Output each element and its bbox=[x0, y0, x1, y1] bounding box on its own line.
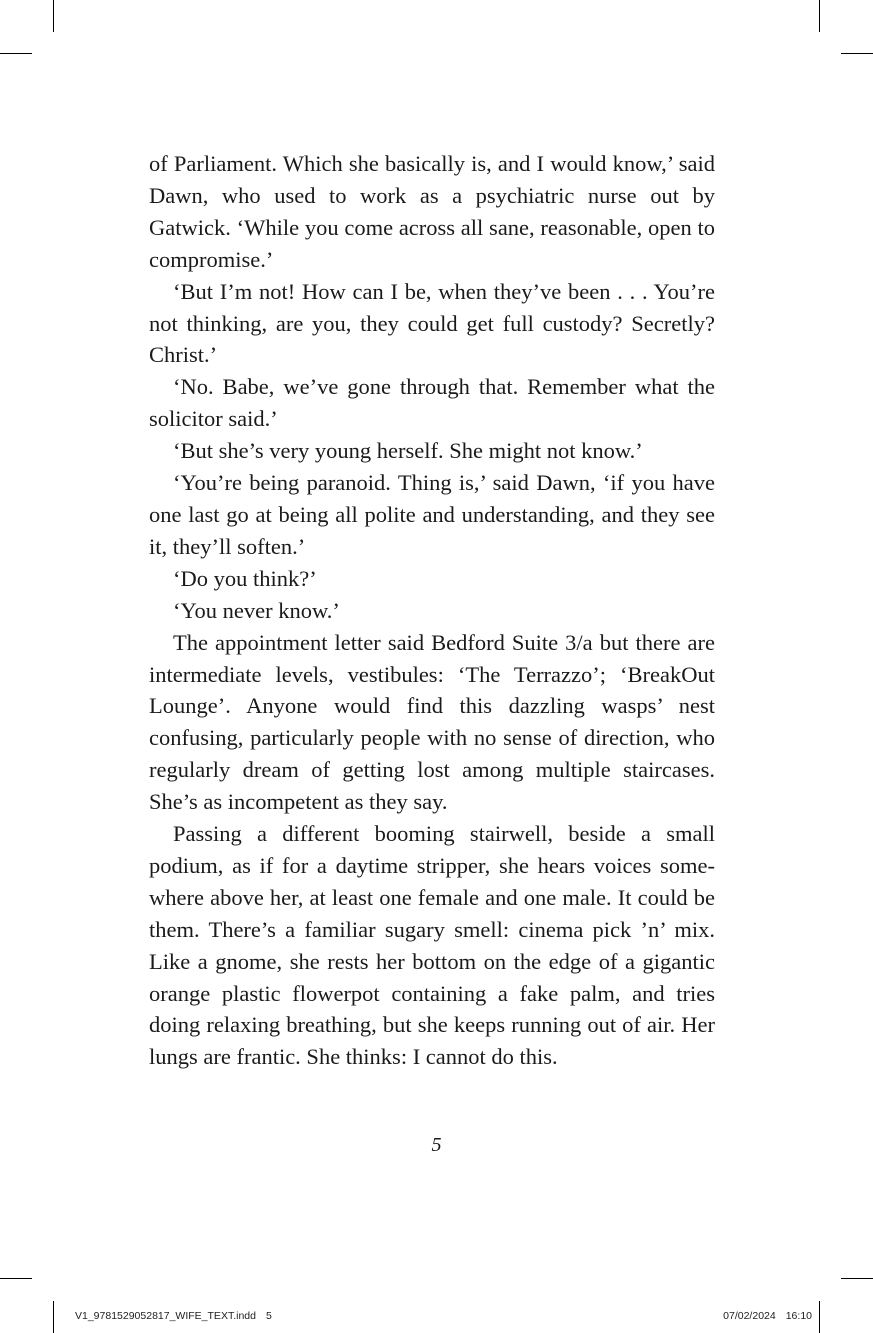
paragraph-5: ‘You’re being paranoid. Thing is,’ said Dawn, ‘if you have one last go at being all polite and understanding, and they see it, they’ll soften.’ bbox=[149, 470, 715, 559]
slug-date: 07/02/2024 bbox=[723, 1310, 776, 1322]
crop-mark-top-right bbox=[819, 0, 820, 32]
crop-mark-top-right-horizontal bbox=[841, 53, 873, 54]
crop-mark-bottom-left-horizontal bbox=[0, 1278, 32, 1279]
paragraph-8: The appointment letter said Bedford Suite 3/a but there are intermediate levels, vestibules: ‘The Terrazzo’; ‘BreakOut Lounge’. Anyone would find this dazzling wasps’ nest confusing, particularly people with no sense of direction, who regularly dream of getting lost among multiple staircases. She’s as incompetent as they say. bbox=[149, 629, 715, 815]
slug-file-info bbox=[75, 1310, 272, 1322]
crop-mark-bottom-left bbox=[53, 1301, 54, 1333]
paragraph-9: Passing a different booming stairwell, beside a small podium, as if for a daytime stripper, she hears voices somewhere above her, at least one female and one male. It could be them. There’s a familiar sugary smell: cinema pick ’n’ mix. Like a gnome, she rests her bottom on the edge of a gigantic orange plastic flowerpot containing a fake palm, and tries doing relaxing breathing, but she keeps running out of air. Her lungs are frantic. She thinks: I cannot do this. bbox=[149, 821, 715, 1070]
paragraph-1: of Parliament. Which she basically is, and I would know,’ said Dawn, who used to work as a psychiatric nurse out by Gatwick. ‘While you come across all sane, reasonable, open to compromise.’ bbox=[149, 151, 715, 272]
paragraph-2: ‘But I’m not! How can I be, when they’ve been . . . You’re not thinking, are you, they could get full custody? Secretly? Christ.’ bbox=[149, 278, 715, 368]
page-number: 5 bbox=[431, 1134, 442, 1156]
slug-timestamp bbox=[723, 1310, 812, 1322]
paragraph-3: ‘No. Babe, we’ve gone through that. Remember what the solicitor said.’ bbox=[149, 374, 715, 432]
slug-time: 16:10 bbox=[785, 1310, 812, 1322]
paragraph-6: ‘Do you think?’ bbox=[173, 565, 317, 591]
crop-mark-top-left-horizontal bbox=[0, 53, 32, 54]
crop-mark-top-left bbox=[53, 0, 54, 32]
slug-page: 5 bbox=[265, 1310, 272, 1322]
crop-mark-bottom-right-horizontal bbox=[841, 1278, 873, 1279]
paragraph-7: ‘You never know.’ bbox=[173, 597, 340, 623]
slug-filename: V1_9781529052817_WIFE_TEXT.indd bbox=[75, 1310, 256, 1322]
crop-mark-bottom-right bbox=[819, 1301, 820, 1333]
body-text bbox=[149, 148, 715, 1073]
paragraph-4: ‘But she’s very young herself. She might not know.’ bbox=[173, 438, 643, 464]
